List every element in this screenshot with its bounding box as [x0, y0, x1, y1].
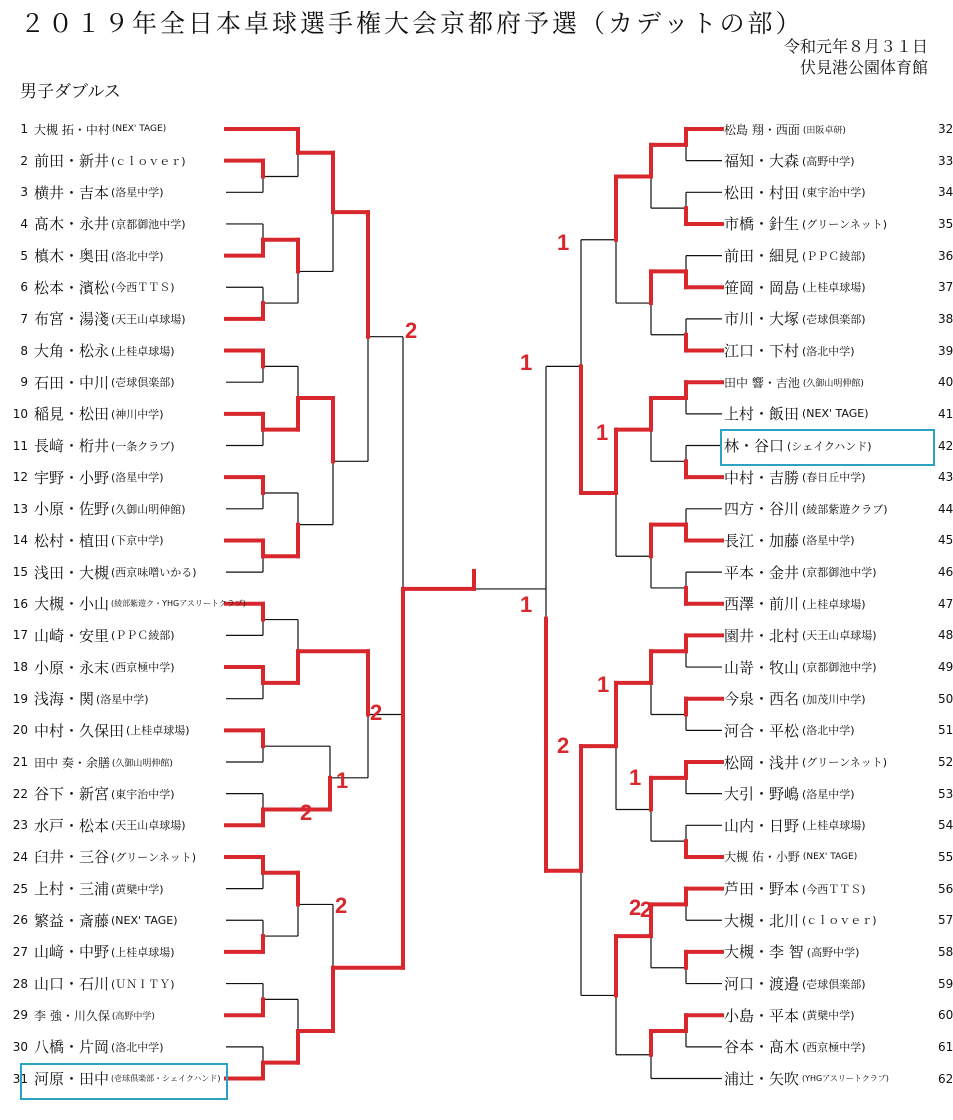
bracket-lines — [226, 145, 722, 1079]
entry-club: (洛星中学) — [111, 471, 164, 485]
left-entry — [0, 495, 186, 523]
entry-players: 大引・野嶋 — [724, 785, 800, 804]
entry-number: 52 — [938, 755, 953, 769]
round-score-label: 2 — [405, 318, 418, 343]
entry-players: 中村・久保田 — [34, 721, 125, 740]
entry-club: (高野中学) — [111, 1011, 155, 1022]
entry-number: 29 — [12, 1008, 28, 1023]
entry-number: 31 — [12, 1071, 28, 1086]
entry-players: 松田・村田 — [724, 183, 800, 202]
left-entry — [0, 558, 197, 586]
round-score-label: 1 — [557, 230, 570, 255]
left-entry — [0, 1001, 155, 1029]
entry-players: 園井・北村 — [724, 626, 800, 645]
entry-number: 39 — [938, 343, 953, 358]
entry-club: (高野中学) — [806, 945, 860, 959]
entry-players: 長江・加藤 — [724, 531, 800, 550]
entry-club: (洛星中学) — [802, 787, 855, 801]
entry-players: 松本・濱松 — [34, 278, 110, 297]
entry-players: 田中 響・吉池 — [724, 375, 800, 390]
entry-players: 稲見・松田 — [34, 405, 110, 424]
entry-club: (下京中学) — [111, 534, 164, 548]
entry-number: 37 — [938, 280, 953, 295]
entry-players: 浅田・大槻 — [34, 563, 110, 582]
right-entry — [724, 811, 953, 839]
entry-number: 40 — [938, 375, 953, 390]
entry-number: 17 — [12, 628, 28, 643]
entry-players: 山﨑・中野 — [34, 943, 110, 962]
right-entry — [724, 938, 953, 966]
entry-players: 谷本・髙木 — [724, 1038, 800, 1057]
entry-number: 23 — [12, 818, 28, 833]
entry-club: (上桂卓球場) — [802, 819, 866, 833]
left-entry — [0, 843, 196, 871]
entry-number: 21 — [12, 755, 28, 769]
entry-number: 57 — [938, 913, 953, 928]
entry-club: (今西ＴＴＳ) — [802, 882, 866, 896]
entry-club: (YHGアスリートクラブ) — [802, 1074, 889, 1083]
entry-club: (壱球倶楽部・シェイクハンド) — [111, 1074, 221, 1083]
entry-club: (洛北中学) — [802, 344, 855, 358]
event-category: 男子ダブルス — [20, 82, 121, 102]
entry-club: (久御山明伸館) — [802, 378, 864, 389]
entry-club: (シェイクハンド) — [787, 439, 872, 453]
entry-number: 11 — [12, 438, 28, 453]
entry-number: 36 — [938, 248, 953, 263]
entry-club: (田阪卓研) — [802, 125, 846, 136]
entry-players: 江口・下村 — [724, 342, 800, 361]
entry-club: (高野中学) — [802, 154, 855, 168]
entry-number: 8 — [20, 343, 28, 358]
entry-club: (上桂卓球場) — [802, 281, 866, 295]
left-entry — [0, 432, 175, 460]
entry-club: (洛北中学) — [111, 249, 164, 263]
entry-club: (加茂川中学) — [802, 692, 866, 706]
entry-club: (NEX' TAGE) — [802, 851, 858, 862]
entry-club: (黄檗中学) — [111, 882, 164, 896]
entry-number: 30 — [12, 1039, 28, 1054]
entry-number: 24 — [12, 849, 28, 864]
left-entry — [0, 875, 164, 903]
entry-players: 福知・大森 — [724, 152, 800, 171]
entry-number: 35 — [938, 216, 953, 231]
entry-number: 32 — [938, 122, 953, 136]
entry-players: 松島 翔・西面 — [724, 122, 800, 137]
right-entry — [724, 1033, 953, 1061]
entry-number: 48 — [938, 628, 953, 643]
entry-club: (東宇治中学) — [111, 787, 175, 801]
entry-players: 浦辻・矢吹 — [724, 1070, 800, 1088]
round-score-label: 1 — [597, 672, 610, 697]
entry-players: 臼井・三谷 — [34, 848, 110, 867]
entry-club: (黄檗中学) — [802, 1009, 855, 1023]
left-entry — [0, 716, 190, 744]
round-score-label: 2 — [557, 733, 570, 758]
entry-club: (春日丘中学) — [802, 471, 866, 485]
entry-players: 松村・植田 — [34, 531, 110, 550]
entry-club: (久御山明伸館) — [111, 758, 173, 769]
entry-number: 7 — [20, 311, 28, 326]
entry-players: 横井・吉本 — [34, 183, 110, 202]
entry-players: 小原・佐野 — [34, 500, 110, 519]
right-entry — [724, 115, 953, 143]
entry-players: 林・谷口 — [724, 437, 785, 455]
entry-number: 5 — [20, 248, 28, 263]
left-entry — [0, 621, 175, 649]
right-entry — [724, 242, 953, 270]
entry-players: 市川・大塚 — [724, 310, 800, 329]
entry-club: (京都御池中学) — [111, 217, 186, 231]
entry-number: 4 — [20, 216, 28, 231]
entry-number: 1 — [20, 122, 28, 136]
entry-number: 33 — [938, 153, 953, 168]
entry-players: 大槻・小山 — [34, 595, 110, 614]
entry-club: (一条クラブ) — [111, 439, 175, 453]
right-entry — [724, 463, 953, 491]
right-entry — [724, 147, 953, 175]
entry-number: 43 — [938, 470, 953, 485]
right-entry — [724, 337, 953, 365]
right-entry — [724, 1001, 953, 1029]
entry-number: 42 — [938, 438, 953, 453]
entry-players: 布宮・湯淺 — [34, 310, 110, 329]
entry-number: 50 — [938, 691, 953, 706]
entry-club: (西京極中学) — [111, 661, 175, 675]
entry-number: 20 — [12, 723, 28, 738]
entry-club: (京都御池中学) — [802, 661, 877, 675]
entry-players: 松岡・浅井 — [724, 753, 800, 772]
entry-number: 61 — [938, 1039, 953, 1054]
left-entry — [0, 463, 164, 491]
entry-number: 41 — [938, 406, 953, 421]
entry-club: (天王山卓球場) — [111, 312, 186, 326]
entry-club: (東宇治中学) — [802, 186, 866, 200]
entry-number: 49 — [938, 660, 953, 675]
left-entry — [0, 906, 178, 934]
right-entry — [724, 400, 953, 428]
entry-players: 李 強・川久保 — [34, 1008, 110, 1023]
page-title: ２０１９年全日本卓球選手権大会京都府予選（カデットの部） — [20, 9, 804, 38]
left-entry — [0, 400, 164, 428]
entry-players: 谷下・新宮 — [34, 785, 110, 804]
right-entry — [724, 906, 953, 934]
entry-players: 大槻・李 智 — [724, 943, 804, 962]
entry-club: (上桂卓球場) — [126, 724, 190, 738]
entry-players: 槙木・奥田 — [34, 247, 110, 266]
entry-club: (綾部紫遊ク・YHGアスリートクラブ) — [111, 599, 246, 609]
right-entry — [724, 1065, 953, 1093]
entry-club: (壱球倶楽部) — [111, 376, 175, 390]
entry-number: 13 — [12, 501, 28, 516]
entry-number: 46 — [938, 565, 953, 580]
entry-players: 山内・日野 — [724, 816, 800, 835]
right-entry — [724, 495, 953, 523]
entry-number: 45 — [938, 533, 953, 548]
entry-players: 大槻・北川 — [724, 911, 800, 930]
entry-players: 今泉・西名 — [724, 690, 800, 709]
left-entry — [0, 938, 175, 966]
entry-number: 27 — [12, 944, 28, 959]
left-entry — [0, 210, 186, 238]
entry-players: 繁益・斎藤 — [34, 911, 110, 930]
left-entry — [0, 653, 175, 681]
left-entry — [0, 1033, 164, 1061]
entry-players: 浅海・関 — [34, 690, 95, 709]
entry-club: (天王山卓球場) — [802, 629, 877, 643]
right-entry — [724, 558, 953, 586]
entry-club: (上桂卓球場) — [111, 945, 175, 959]
entry-club: (洛星中学) — [802, 534, 855, 548]
round-score-label: 2 — [629, 895, 642, 920]
entry-players: 石田・中川 — [34, 373, 110, 392]
entry-club: (洛北中学) — [111, 1040, 164, 1054]
event-venue: 伏見港公園体育館 — [799, 58, 928, 77]
left-entry — [0, 147, 186, 175]
right-entry — [724, 621, 953, 649]
entry-club: (ｃｌｏｖｅｒ) — [111, 154, 186, 168]
right-entry — [724, 685, 953, 713]
right-entry — [724, 590, 953, 618]
entry-club: (上桂卓球場) — [802, 597, 866, 611]
round-score-label: 2 — [335, 893, 348, 918]
highlight-left-31 — [20, 1063, 228, 1100]
entry-players: 河原・田中 — [34, 1070, 110, 1088]
right-entry — [724, 178, 953, 206]
right-entry — [724, 780, 953, 808]
entry-club: (グリーンネット) — [111, 850, 197, 864]
right-entry — [724, 716, 953, 744]
right-entry — [724, 526, 953, 554]
left-entry — [0, 970, 175, 998]
entry-players: 大槻 佑・小野 — [724, 850, 800, 865]
round-score-label: 1 — [520, 350, 533, 375]
right-entry — [724, 970, 953, 998]
left-entry — [0, 748, 173, 776]
entry-players: 中村・吉勝 — [724, 468, 800, 487]
entry-players: 上村・三浦 — [34, 880, 110, 899]
entry-number: 25 — [12, 881, 28, 896]
entry-number: 14 — [12, 533, 28, 548]
entry-number: 2 — [20, 153, 28, 168]
right-entry — [724, 305, 953, 333]
entry-players: 田中 奏・余膳 — [34, 755, 110, 770]
entry-number: 38 — [938, 311, 953, 326]
entry-players: 山崎・安里 — [34, 626, 110, 645]
round-score-label: 2 — [640, 897, 653, 922]
left-entry — [0, 368, 175, 396]
left-entry — [0, 305, 186, 333]
entry-club: (天王山卓球場) — [111, 819, 186, 833]
entry-club: (洛北中学) — [802, 724, 855, 738]
entry-number: 62 — [938, 1071, 953, 1086]
entry-club: (NEX' TAGE) — [802, 407, 869, 421]
entry-club: (グリーンネット) — [802, 217, 888, 231]
entry-players: 西澤・前川 — [724, 595, 800, 614]
entry-number: 9 — [20, 375, 28, 390]
left-entry — [0, 685, 149, 713]
entry-players: 山口・石川 — [34, 975, 110, 994]
left-entry — [0, 526, 164, 554]
entry-club: (西京極中学) — [802, 1040, 866, 1054]
entry-number: 59 — [938, 976, 953, 991]
right-entry — [724, 843, 953, 871]
entry-number: 22 — [12, 786, 28, 801]
entry-club: (洛星中学) — [96, 692, 149, 706]
right-entry — [724, 748, 953, 776]
entry-number: 60 — [938, 1008, 953, 1023]
right-entry — [724, 653, 953, 681]
left-entry — [0, 178, 164, 206]
highlight-right-42 — [720, 429, 935, 466]
entry-club: (NEX' TAGE) — [111, 124, 167, 134]
entry-players: 四方・谷川 — [724, 500, 800, 519]
entry-number: 26 — [12, 913, 28, 928]
entry-club: (久御山明伸館) — [111, 502, 186, 516]
left-entry — [0, 115, 166, 143]
entry-number: 18 — [12, 660, 28, 675]
left-entry — [0, 337, 175, 365]
left-entry — [0, 780, 175, 808]
entry-number: 53 — [938, 786, 953, 801]
entry-number: 19 — [12, 691, 28, 706]
left-entry — [0, 242, 164, 270]
entry-players: 大槻 拓・中村 — [34, 122, 110, 137]
entry-players: 上村・飯田 — [724, 405, 800, 424]
entry-club: (ＰＰＣ綾部) — [111, 629, 175, 643]
entry-number: 12 — [12, 470, 28, 485]
entry-players: 市橋・針生 — [724, 215, 800, 234]
entry-number: 6 — [20, 280, 28, 295]
entry-players: 河合・平松 — [724, 721, 800, 740]
entry-club: (洛星中学) — [111, 186, 164, 200]
round-score-label: 1 — [336, 768, 349, 793]
entry-club: (壱球倶楽部) — [802, 977, 866, 991]
entry-number: 54 — [938, 818, 953, 833]
entry-players: 芦田・野本 — [724, 880, 800, 899]
entry-number: 16 — [12, 596, 28, 611]
entry-players: 前田・細見 — [724, 247, 800, 266]
left-entry — [0, 811, 186, 839]
left-entry — [0, 590, 246, 618]
entry-number: 47 — [938, 596, 953, 611]
entry-club: (ＰＰＣ綾部) — [802, 249, 866, 263]
entry-club: (上桂卓球場) — [111, 344, 175, 358]
entry-club: (今西ＴＴＳ) — [111, 281, 175, 295]
entry-players: 河口・渡邉 — [724, 975, 800, 994]
entry-players: 平本・金井 — [724, 563, 800, 582]
entry-number: 55 — [938, 849, 953, 864]
right-entry — [724, 875, 953, 903]
entry-players: 長﨑・桁井 — [34, 437, 110, 455]
entry-club: (京都御池中学) — [802, 566, 877, 580]
right-entry — [724, 273, 953, 301]
round-score-label: 1 — [520, 592, 533, 617]
entry-players: 八橋・片岡 — [34, 1038, 110, 1057]
entry-club: (西京味噌いかる) — [111, 566, 197, 580]
entry-number: 56 — [938, 881, 953, 896]
round-score-label: 1 — [629, 765, 642, 790]
entry-number: 51 — [938, 723, 953, 738]
entry-club: (神川中学) — [111, 407, 164, 421]
entry-number: 3 — [20, 185, 28, 200]
entry-players: 大角・松永 — [34, 342, 110, 361]
right-entry — [724, 368, 953, 396]
entry-number: 34 — [938, 185, 953, 200]
round-score-label: 1 — [596, 420, 609, 445]
entry-number: 15 — [12, 565, 28, 580]
entry-players: 山嵜・牧山 — [724, 658, 800, 677]
entry-club: (ｃｌｏｖｅｒ) — [802, 914, 877, 928]
entry-players: 水戸・松本 — [34, 816, 110, 835]
entry-number: 28 — [12, 976, 28, 991]
entry-players: 前田・新井 — [34, 152, 110, 171]
entry-club: (ＵＮＩＴＹ) — [111, 977, 175, 991]
entry-number: 10 — [12, 406, 28, 421]
entry-club: (NEX' TAGE) — [111, 913, 178, 927]
right-entry — [724, 210, 953, 238]
entry-players: 宇野・小野 — [34, 468, 110, 487]
round-score-label: 2 — [300, 800, 313, 825]
entry-players: 小島・平本 — [724, 1006, 800, 1025]
round-score-label: 2 — [370, 700, 383, 725]
entry-club: (グリーンネット) — [802, 756, 888, 769]
entry-players: 小原・永末 — [34, 658, 110, 677]
entry-club: (綾部紫遊クラブ) — [802, 502, 888, 516]
entry-players: 髙木・永井 — [34, 215, 110, 234]
entry-club: (壱球倶楽部) — [802, 312, 866, 326]
entry-players: 笹岡・岡島 — [724, 278, 800, 297]
left-entry — [0, 273, 175, 301]
entry-number: 58 — [938, 944, 953, 959]
event-date: 令和元年８月３１日 — [783, 37, 928, 56]
entry-number: 44 — [938, 501, 953, 516]
